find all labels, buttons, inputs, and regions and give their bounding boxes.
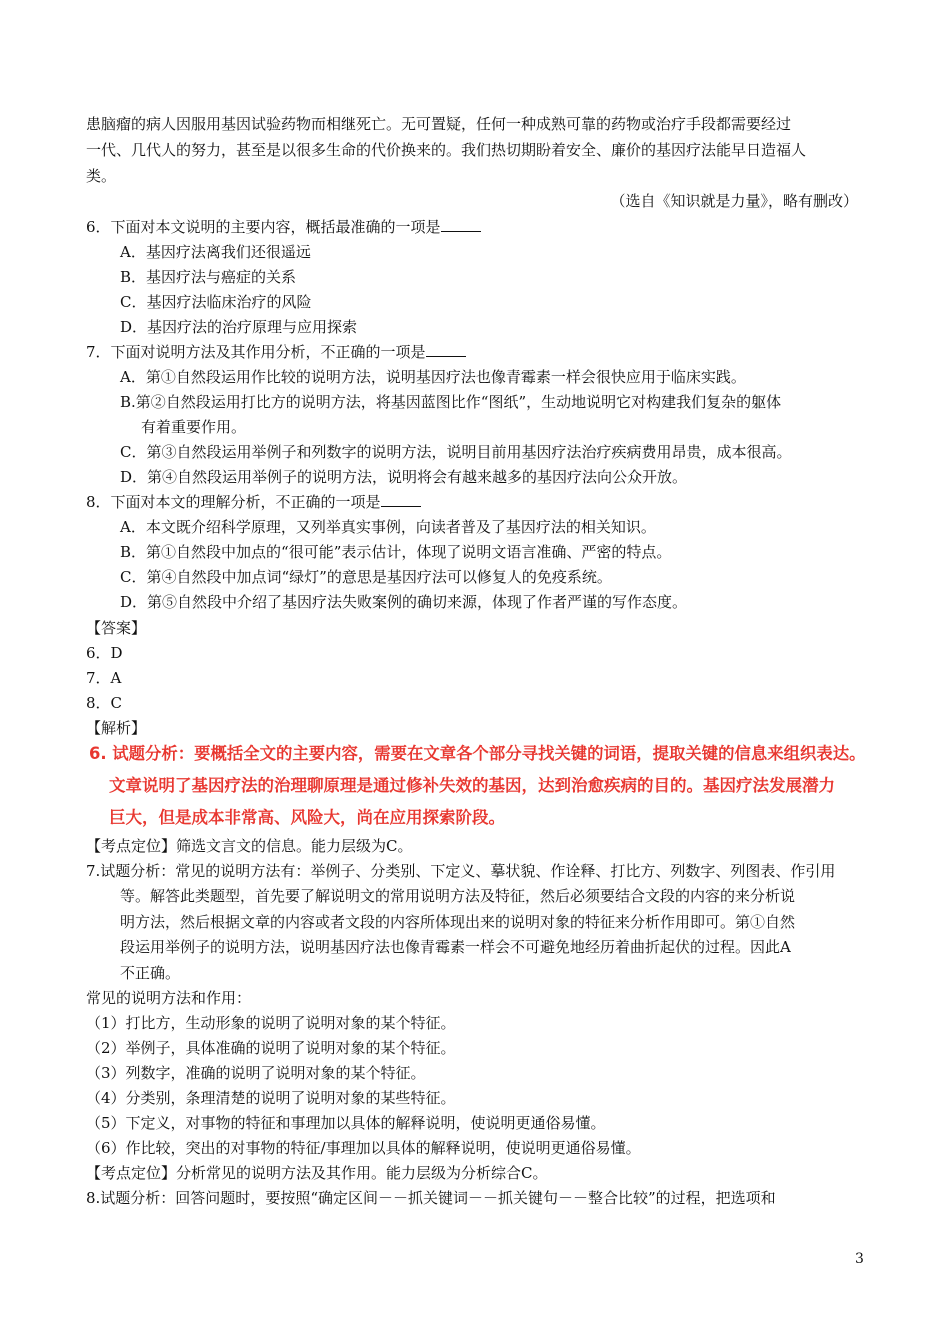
answer-blank bbox=[381, 492, 421, 507]
option: B．第①自然段中加点的“很可能”表示估计，体现了说明文语言准确、严密的特点。 bbox=[120, 543, 672, 561]
option: D．基因疗法的治疗原理与应用探索 bbox=[120, 318, 358, 336]
answer-item: 8．C bbox=[86, 694, 123, 712]
kaodian-q7: 【考点定位】分析常见的说明方法及其作用。能力层级为分析综合C。 bbox=[86, 1164, 548, 1182]
passage-line: 类。 bbox=[86, 167, 117, 185]
question-stem bbox=[86, 216, 481, 238]
question-stem bbox=[86, 491, 421, 513]
page-number: 3 bbox=[855, 1251, 864, 1267]
option: B．基因疗法与癌症的关系 bbox=[120, 268, 297, 286]
analysis-q7-line: 明方法，然后根据文章的内容或者文段的内容所体现出来的说明对象的特征来分析作用即可。第①自然 bbox=[120, 913, 796, 931]
passage-source: （选自《知识就是力量》，略有删改） bbox=[610, 192, 858, 210]
question-7-stem: 7．下面对说明方法及其作用分析，不正确的一项是 bbox=[86, 343, 426, 361]
option: D．第⑤自然段中介绍了基因疗法失败案例的确切来源，体现了作者严谨的写作态度。 bbox=[120, 593, 688, 611]
analysis-heading: 【解析】 bbox=[86, 719, 147, 737]
option: A．本文既介绍科学原理，又列举真实事例，向读者普及了基因疗法的相关知识。 bbox=[120, 518, 656, 536]
method-item: （6）作比较，突出的对事物的特征/事理加以具体的解释说明，使说明更通俗易懂。 bbox=[86, 1139, 641, 1157]
option: C．第③自然段运用举例子和列数字的说明方法，说明目前用基因疗法治疗疾病费用昂贵，成本很高。 bbox=[120, 443, 792, 461]
analysis-q7-line: 段运用举例子的说明方法，说明基因疗法也像青霉素一样会不可避免地经历着曲折起伏的过程。因此A bbox=[120, 938, 791, 956]
option: C．基因疗法临床治疗的风险 bbox=[120, 293, 312, 311]
answer-item: 7．A bbox=[86, 669, 122, 687]
option: 有着重要作用。 bbox=[141, 418, 247, 436]
answer-heading: 【答案】 bbox=[86, 619, 147, 637]
kaodian-q6: 【考点定位】筛选文言文的信息。能力层级为C。 bbox=[86, 837, 413, 855]
option: C．第④自然段中加点词“绿灯”的意思是基因疗法可以修复人的免疫系统。 bbox=[120, 568, 612, 586]
option: B.第②自然段运用打比方的说明方法，将基因蓝图比作“图纸”，生动地说明它对构建我们复杂的躯体 bbox=[120, 393, 782, 411]
option: D．第④自然段运用举例子的说明方法，说明将会有越来越多的基因疗法向公众开放。 bbox=[120, 468, 688, 486]
method-item: （4）分类别，条理清楚的说明了说明对象的某些特征。 bbox=[86, 1089, 456, 1107]
answer-blank bbox=[426, 342, 466, 357]
question-6-stem: 6．下面对本文说明的主要内容，概括最准确的一项是 bbox=[86, 218, 441, 236]
analysis-q7-line: 7.试题分析：常见的说明方法有：举例子、分类别、下定义、摹状貌、作诠释、打比方、列数字、列图表、作引用 bbox=[86, 862, 836, 880]
question-stem bbox=[86, 341, 466, 363]
analysis-q8-line: 8.试题分析：回答问题时，要按照“确定区间－－抓关键词－－抓关键句－－整合比较”的过程，把选项和 bbox=[86, 1189, 776, 1207]
passage-line: 一代、几代人的努力，甚至是以很多生命的代价换来的。我们热切期盼着安全、廉价的基因疗法能早日造福人 bbox=[86, 141, 807, 159]
answer-item: 6．D bbox=[86, 644, 123, 662]
methods-title: 常见的说明方法和作用： bbox=[86, 989, 252, 1007]
method-item: （5）下定义，对事物的特征和事理加以具体的解释说明，使说明更通俗易懂。 bbox=[86, 1114, 606, 1132]
option: A．第①自然段运用作比较的说明方法，说明基因疗法也像青霉素一样会很快应用于临床实践。 bbox=[120, 368, 746, 386]
method-item: （1）打比方，生动形象的说明了说明对象的某个特征。 bbox=[86, 1014, 456, 1032]
analysis-q6-line: 文章说明了基因疗法的治理聊原理是通过修补失效的基因，达到治愈疾病的目的。基因疗法发展潜力 bbox=[109, 776, 835, 795]
method-item: （2）举例子，具体准确的说明了说明对象的某个特征。 bbox=[86, 1039, 456, 1057]
analysis-q6-line: 6. 试题分析：要概括全文的主要内容，需要在文章各个部分寻找关键的词语，提取关键的信息来组织表达。 bbox=[89, 744, 866, 763]
option: A．基因疗法离我们还很遥远 bbox=[120, 243, 311, 261]
question-8-stem: 8．下面对本文的理解分析，不正确的一项是 bbox=[86, 493, 381, 511]
method-item: （3）列数字，准确的说明了说明对象的某个特征。 bbox=[86, 1064, 426, 1082]
analysis-q6-line: 巨大，但是成本非常高、风险大，尚在应用探索阶段。 bbox=[109, 808, 505, 827]
analysis-q7-line: 等。解答此类题型，首先要了解说明文的常用说明方法及特征，然后必须要结合文段的内容的来分析说 bbox=[120, 887, 796, 905]
passage-line: 患脑瘤的病人因服用基因试验药物而相继死亡。无可置疑，任何一种成熟可靠的药物或治疗手段都需要经过 bbox=[86, 115, 792, 133]
answer-blank bbox=[441, 217, 481, 232]
analysis-q7-line: 不正确。 bbox=[120, 964, 181, 982]
